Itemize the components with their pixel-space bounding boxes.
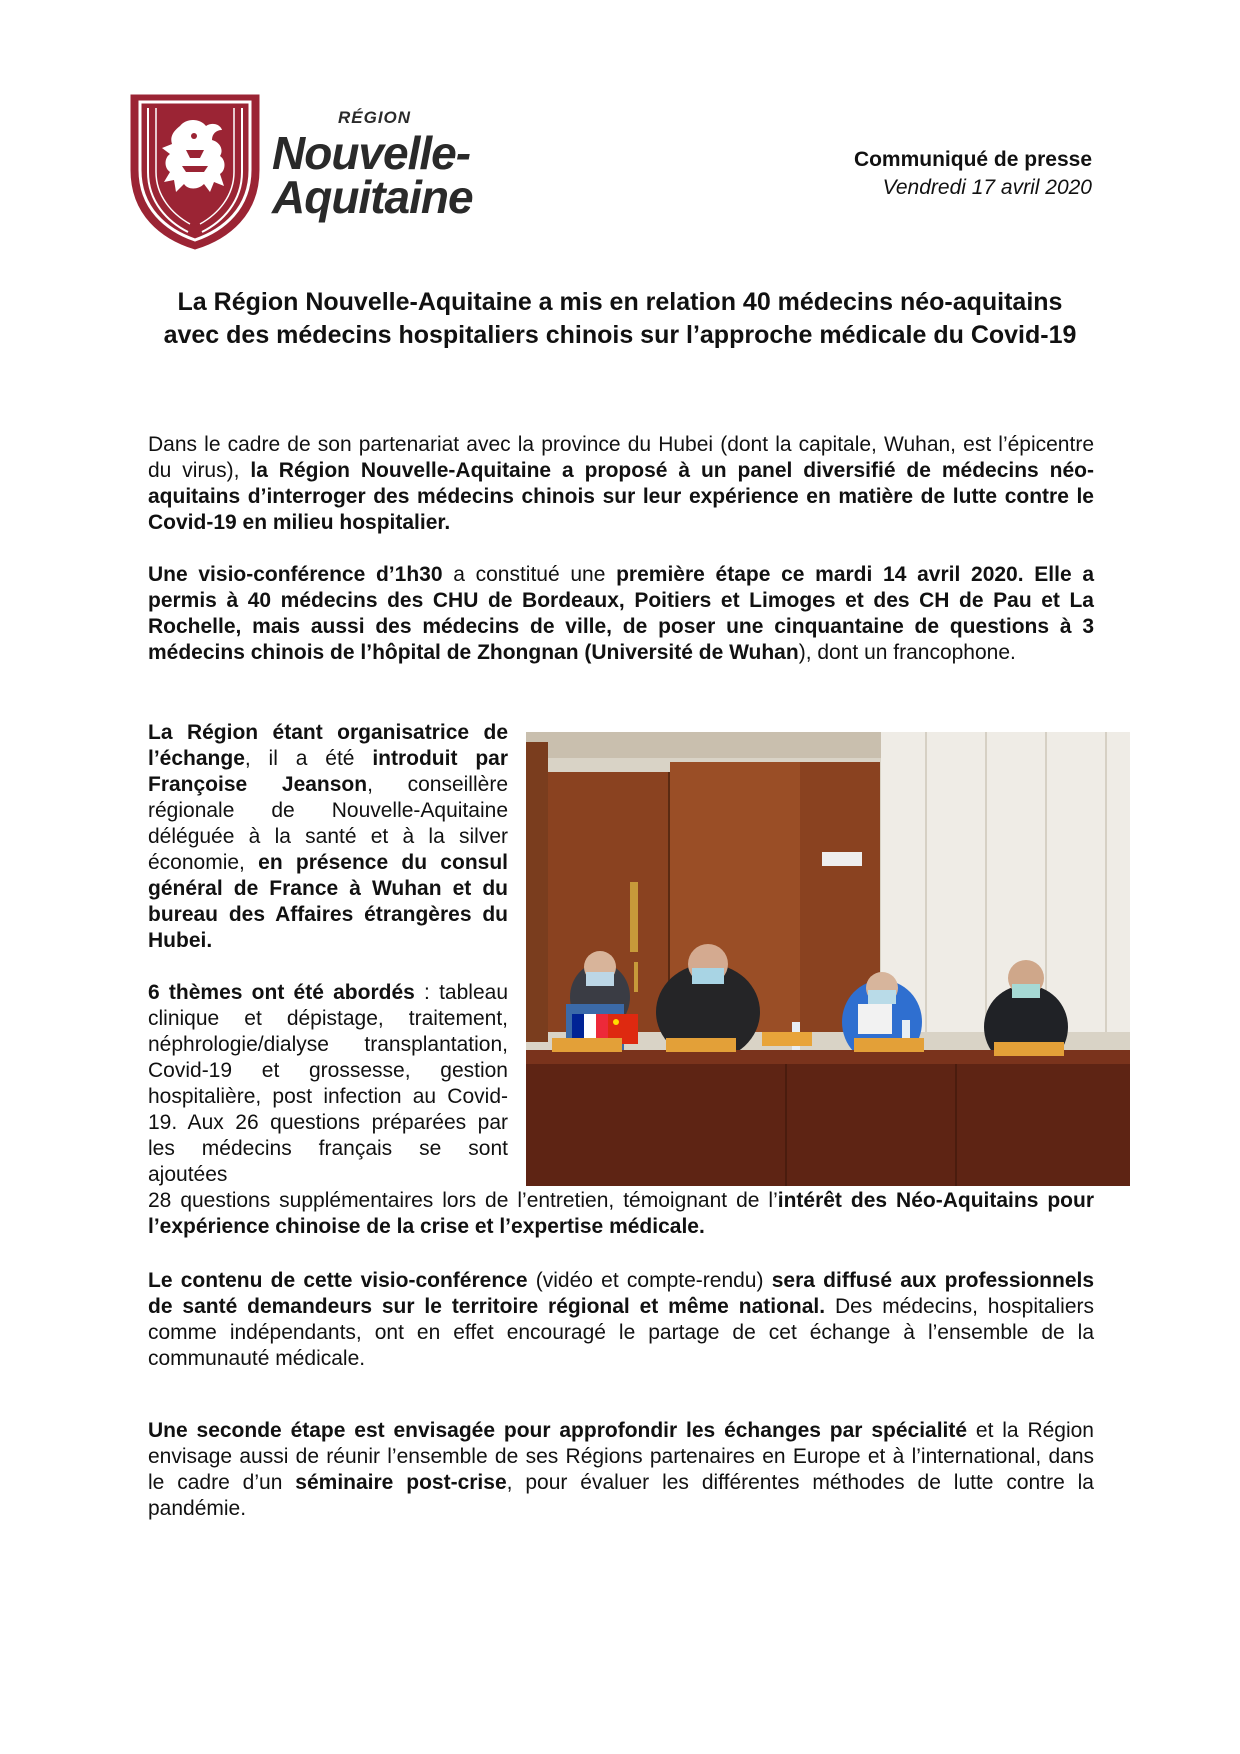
bold-run: Une visio-conférence d’1h30 bbox=[148, 563, 443, 586]
text-run: Dans le cadre de son partenariat avec la province du Hubei (dont la capitale, Wuhan, est l’épicentre du virus), bbox=[148, 433, 1094, 482]
paragraph-4-continued bbox=[148, 1188, 1094, 1240]
bold-run: intérêt des Néo-Aquitains pour l’expérience chinoise de la crise et l’expertise médicale. bbox=[148, 1189, 1095, 1238]
paragraph-5 bbox=[148, 1268, 1094, 1372]
press-date: Vendredi 17 avril 2020 bbox=[882, 176, 1092, 199]
bold-run: La Région étant organisatrice de l’échange bbox=[148, 721, 508, 770]
bold-run: en présence du consul général de France à Wuhan et du bureau des Affaires étrangères du Hubei. bbox=[148, 851, 508, 952]
text-run: Des médecins, hospitaliers comme indépendants, ont en effet encouragé le partage de cet échange à l’ensemble de la communauté médicale. bbox=[148, 1295, 1095, 1370]
text-run: (vidéo et compte-rendu) bbox=[527, 1269, 772, 1292]
bold-run: première étape ce mardi 14 avril 2020. Elle a permis à 40 médecins des CHU de Bordeaux, Poitiers et Limoges et des CH de Pau et La Rochelle, mais aussi des médecins de ville, de poser une cinquantaine de questions à 3 médecins chinois de l’hôpital de Zhongnan (Université de Wuhan bbox=[148, 563, 1095, 664]
paragraph-6 bbox=[148, 1418, 1094, 1522]
conference-photo bbox=[526, 732, 1130, 1186]
bold-run: sera diffusé aux professionnels de santé demandeurs sur le territoire régional et même national. bbox=[148, 1269, 1095, 1318]
text-run: , pour évaluer les différentes méthodes de lutte contre la pandémie. bbox=[148, 1471, 1094, 1520]
text-run: , il a été bbox=[244, 747, 373, 770]
page-title: La Région Nouvelle-Aquitaine a mis en relation 40 médecins néo-aquitains avec des médecins hospitaliers chinois sur l’approche médicale du Covid-19 bbox=[163, 288, 1077, 349]
region-logo bbox=[128, 92, 478, 252]
logo-name-line1: Nouvelle- bbox=[272, 127, 471, 179]
bold-run: séminaire post-crise bbox=[295, 1471, 507, 1494]
text-run: ), dont un francophone. bbox=[798, 641, 1016, 664]
paragraph-4 bbox=[148, 980, 508, 1188]
press-label: Communiqué de presse bbox=[853, 148, 1092, 171]
text-run: a constitué une bbox=[442, 563, 617, 586]
lion-shield-icon bbox=[128, 92, 262, 252]
bold-run: 6 thèmes ont été abordés bbox=[148, 981, 415, 1004]
bold-run: la Région Nouvelle-Aquitaine a proposé à un panel diversifié de médecins néo-aquitains d’interroger des médecins chinois sur leur expérience en matière de lutte contre le Covid-19 en milieu hospitalier. bbox=[148, 459, 1094, 534]
logo-region-label: RÉGION bbox=[338, 108, 412, 127]
text-run: et la Région envisage aussi de réunir l’ensemble de ses Régions partenaires en Europe et à l’international, dans le cadre d’un bbox=[148, 1419, 1094, 1494]
press-header bbox=[854, 146, 1092, 202]
paragraph-1 bbox=[148, 432, 1094, 536]
paragraph-2 bbox=[148, 562, 1094, 666]
logo-name-line2: Aquitaine bbox=[272, 171, 473, 223]
paragraph-3 bbox=[148, 720, 508, 954]
text-run: , conseillère régionale de Nouvelle-Aquitaine déléguée à la santé et à la silver économie, bbox=[148, 773, 508, 874]
bold-run: Une seconde étape est envisagée pour approfondir les échanges par spécialité bbox=[148, 1419, 968, 1442]
text-run: 28 questions supplémentaires lors de l’entretien, témoignant de l’ bbox=[148, 1189, 778, 1212]
text-run: : tableau clinique et dépistage, traitement, néphrologie/dialyse transplantation, Covid-19 et grossesse, gestion hospitalière, post infection au Covid-19. Aux 26 questions préparées par les médecins français se sont ajoutées bbox=[148, 981, 508, 1186]
bold-run: introduit par Françoise Jeanson bbox=[148, 747, 508, 796]
bold-run: Le contenu de cette visio-conférence bbox=[148, 1269, 528, 1292]
conference-photo-image bbox=[526, 732, 1130, 1186]
